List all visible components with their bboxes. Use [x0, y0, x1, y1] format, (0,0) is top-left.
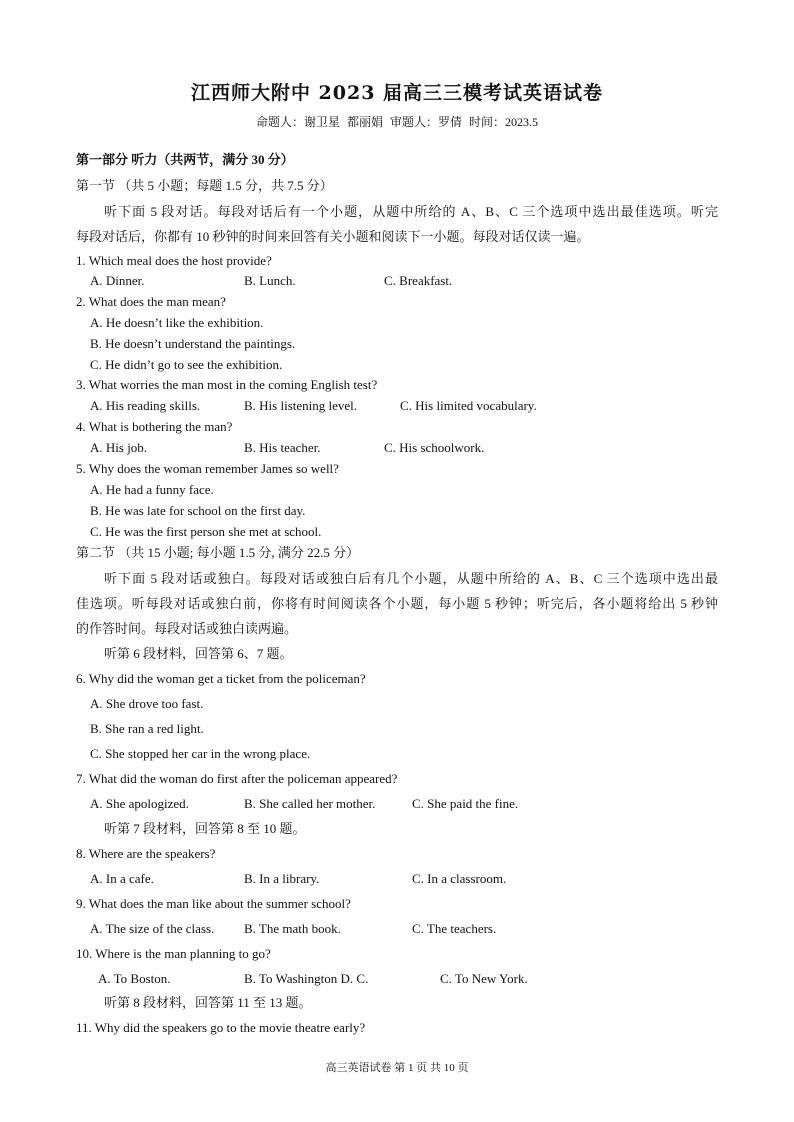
question-8-option-c: C. In a classroom.: [412, 871, 507, 886]
question-10-option-b: B. To Washington D. C.: [244, 971, 369, 986]
section2-instruction-3: 的作答时间。每段对话或独白读两遍。: [76, 621, 298, 636]
question-7-option-b: B. She called her mother.: [244, 796, 376, 811]
question-1-option-b: B. Lunch.: [244, 273, 296, 288]
question-7-option-c: C. She paid the fine.: [412, 796, 519, 811]
page-footer: 高三英语试卷 第 1 页 共 10 页: [325, 1062, 469, 1074]
question-8-option-a: A. In a cafe.: [90, 871, 154, 886]
section1-heading: 第一节 （共 5 小题；每题 1.5 分，共 7.5 分）: [76, 178, 333, 193]
section2-instruction-1: 听下面 5 段对话或独白。每段对话或独白后有几个小题，从题中所给的 A、B、C 三个选项中选出最: [104, 571, 718, 586]
section1-instruction-1: 听下面 5 段对话。每段对话后有一个小题，从题中所给的 A、B、C 三个选项中选出最佳选项。听完: [104, 204, 718, 219]
question-1-stem: 1. Which meal does the host provide?: [76, 253, 272, 268]
part1-heading: 第一部分 听力（共两节，满分 30 分）: [76, 152, 294, 167]
question-10-option-a: A. To Boston.: [98, 971, 171, 986]
question-5-option-a: A. He had a funny face.: [90, 482, 214, 497]
question-4-option-c: C. His schoolwork.: [384, 440, 485, 455]
section1-instruction-2: 每段对话后，你都有 10 秒钟的时间来回答有关小题和阅读下一小题。每段对话仅读一遍。: [76, 229, 590, 244]
question-11-stem: 11. Why did the speakers go to the movie theatre early?: [76, 1020, 366, 1035]
question-10-option-c: C. To New York.: [440, 971, 528, 986]
question-1-option-a: A. Dinner.: [90, 273, 145, 288]
exam-title: 江西师大附中 2023 届高三三模考试英语试卷: [190, 82, 604, 104]
material-7-note: 听第 7 段材料，回答第 8 至 10 题。: [104, 821, 306, 836]
section2-instruction-2: 佳选项。听每段对话或独白前，你将有时间阅读各个小题，每小题 5 秒钟；听完后，各小题将给出 5 秒钟: [76, 596, 718, 611]
question-5-option-c: C. He was the first person she met at school.: [90, 524, 322, 539]
question-4-option-a: A. His job.: [90, 440, 148, 455]
question-2-stem: 2. What does the man mean?: [76, 294, 226, 309]
question-7-stem: 7. What did the woman do first after the policeman appeared?: [76, 771, 398, 786]
question-5-stem: 5. Why does the woman remember James so well?: [76, 461, 339, 476]
material-6-note: 听第 6 段材料，回答第 6、7 题。: [104, 646, 293, 661]
question-2-option-a: A. He doesn’t like the exhibition.: [90, 315, 264, 330]
question-3-option-b: B. His listening level.: [244, 398, 358, 413]
question-8-option-b: B. In a library.: [244, 871, 320, 886]
question-10-stem: 10. Where is the man planning to go?: [76, 946, 271, 961]
question-3-option-a: A. His reading skills.: [90, 398, 201, 413]
question-6-stem: 6. Why did the woman get a ticket from the policeman?: [76, 671, 366, 686]
question-9-option-b: B. The math book.: [244, 921, 341, 936]
question-7-option-a: A. She apologized.: [90, 796, 189, 811]
question-3-option-c: C. His limited vocabulary.: [400, 398, 537, 413]
question-6-option-a: A. She drove too fast.: [90, 696, 204, 711]
question-9-option-a: A. The size of the class.: [90, 921, 215, 936]
question-8-stem: 8. Where are the speakers?: [76, 846, 216, 861]
question-6-option-b: B. She ran a red light.: [90, 721, 204, 736]
question-4-stem: 4. What is bothering the man?: [76, 419, 233, 434]
question-2-option-b: B. He doesn’t understand the paintings.: [90, 336, 296, 351]
question-9-option-c: C. The teachers.: [412, 921, 497, 936]
question-2-option-c: C. He didn’t go to see the exhibition.: [90, 357, 283, 372]
question-1-option-c: C. Breakfast.: [384, 273, 453, 288]
question-5-option-b: B. He was late for school on the first day.: [90, 503, 306, 518]
material-8-note: 听第 8 段材料，回答第 11 至 13 题。: [104, 995, 312, 1010]
section2-heading: 第二节 （共 15 小题; 每小题 1.5 分, 满分 22.5 分）: [76, 545, 360, 560]
question-3-stem: 3. What worries the man most in the coming English test?: [76, 377, 378, 392]
question-9-stem: 9. What does the man like about the summer school?: [76, 896, 351, 911]
question-6-option-c: C. She stopped her car in the wrong place.: [90, 746, 311, 761]
question-4-option-b: B. His teacher.: [244, 440, 321, 455]
exam-subtitle: 命题人：谢卫星 都丽娟 审题人：罗倩 时间：2023.5: [255, 115, 538, 129]
